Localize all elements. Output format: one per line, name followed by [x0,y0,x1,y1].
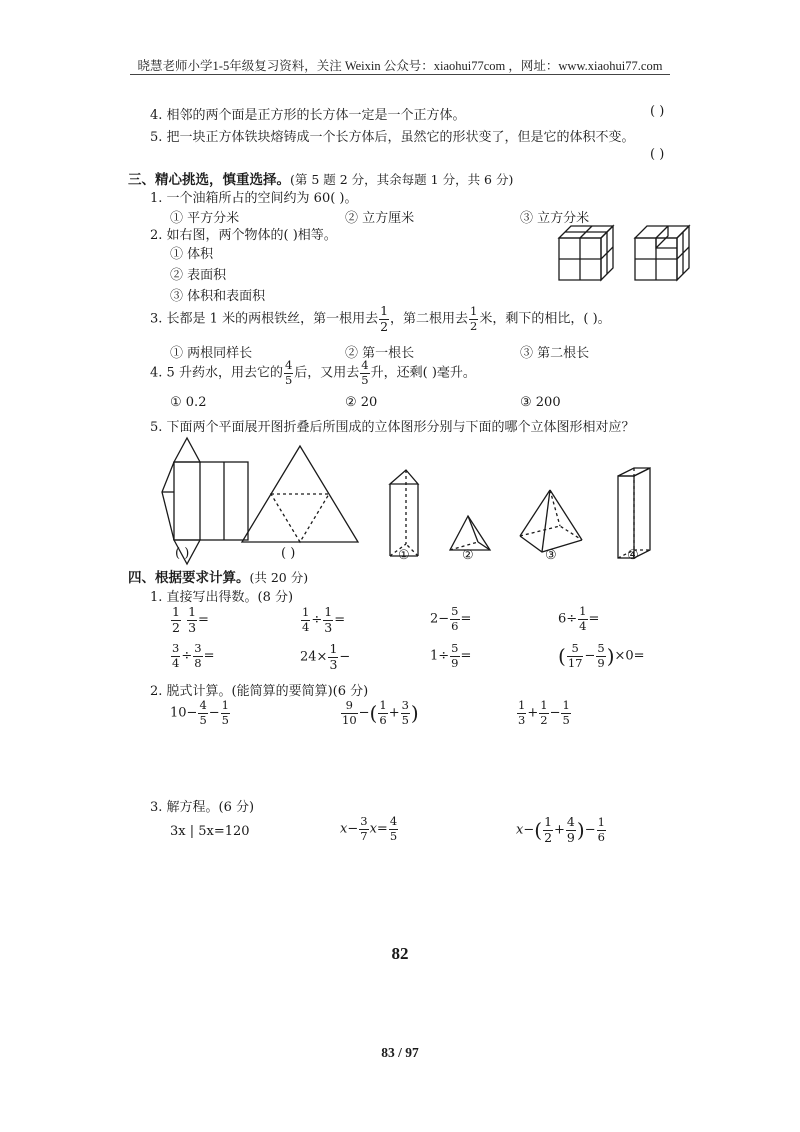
solid-2-small-tetrahedron [450,516,490,550]
s4-p1-expr-2: $\frac{1}{4}$ ÷ $\frac{1}{3}$ = [302,604,346,635]
section3-heading [128,168,513,188]
s3-q3-stem [150,305,611,333]
s3-q3-option-c[interactable]: ③ 第二根长 [520,346,590,361]
page-count: 83 / 97 [381,1045,419,1060]
solid-3-square-pyramid [520,490,582,552]
judge-q4-answer-blank[interactable]: ( ) [650,104,665,119]
s3-q3-option-a[interactable]: ① 两根同样长 [170,346,253,361]
solid-nets-figure [150,432,670,572]
s4-p2-title: 2. 脱式计算。(能简算的要简算)(6 分) [150,684,369,699]
s3-q1-option-a[interactable]: ① 平方分米 [170,211,240,226]
s3-q2-stem: 2. 如右图，两个物体的( )相等。 [150,228,337,243]
solid-label-2: ② [462,548,474,563]
s4-p2-expr-1: 10− $\frac{4}{5}$ − $\frac{1}{5}$ [170,698,229,727]
s3-q3-text-mid: ，第二根用去 [390,311,469,327]
solid-label-3: ③ [545,548,557,563]
page-header: 晓慧老师小学1-5年级复习资料，关注 Weixin 公众号：xiaohui77com ，网址：www.xiaohui77.com [137,59,663,73]
s4-p3-equation-1: 3x | 5x=120 [170,824,250,839]
cube-stack-missing-corner [635,226,689,280]
section3-note: (第 5 题 2 分，其余每题 1 分，共 6 分) [290,172,514,187]
judge-q5: 5. 把一块正方体铁块熔铸成一个长方体后，虽然它的形状变了，但是它的体积不变。 [150,130,635,145]
s4-p2-expr-3: $\frac{1}{3}$ + $\frac{1}{2}$ − $\frac{1}{5}$ [518,698,570,727]
s3-q3-fraction-1: $\frac{1}{2}$ [380,303,389,334]
s4-p2-expr-2: $\frac{9}{10}$ −( $\frac{1}{6}$ + $\frac{3}{5}$ ) [342,698,419,727]
judge-q5-answer-blank[interactable]: ( ) [650,147,665,162]
s3-q4-option-b[interactable]: ② 20 [345,395,378,410]
s3-q4-text-mid: 后，又用去 [294,365,360,381]
s3-q1-stem: 1. 一个油箱所占的空间约为 60( )。 [150,191,358,206]
s4-p3-equation-3: x−( $\frac{1}{2}$ + $\frac{4}{9}$ )− $\frac{1}{6}$ [516,814,605,845]
s4-p1-expr-8: ( $\frac{5}{17}$ − $\frac{5}{9}$ )×0= [558,641,645,670]
solid-1-triangular-prism [390,470,418,556]
s3-q4-fraction-2: $\frac{4}{5}$ [361,358,369,387]
s3-q4-option-c[interactable]: ③ 200 [520,395,561,410]
s4-p1-expr-7: 1÷ $\frac{5}{9}$ = [430,641,472,670]
s3-q3-option-b[interactable]: ② 第一根长 [345,346,415,361]
s3-q3-text-post: 米，剩下的相比，( )。 [479,311,611,327]
section4-title: 四、根据要求计算。 [128,570,250,586]
s3-q4-text-pre: 4. 5 升药水，用去它的 [150,365,283,381]
header-rule [130,74,670,75]
s3-q2-option-a[interactable]: ① 体积 [170,247,214,262]
s3-q5-stem: 5. 下面两个平面展开图折叠后所围成的立体图形分别与下面的哪个立体图形相对应？ [150,420,635,435]
s4-p1-title: 1. 直接写出得数。(8 分) [150,590,294,605]
s3-q4-option-a[interactable]: ① 0.2 [170,395,207,410]
s3-q5-answer-blank-2[interactable]: ( ) [281,546,296,561]
solid-label-1: ① [398,548,410,563]
s3-q1-option-b[interactable]: ② 立方厘米 [345,211,415,226]
tetrahedron-net [242,446,358,542]
full-cube-stack [559,226,613,280]
s3-q1-option-c[interactable]: ③ 立方分米 [520,211,590,226]
judge-q4: 4. 相邻的两个面是正方形的长方体一定是一个正方体。 [150,108,466,123]
s4-p3-equation-2: x− $\frac{3}{7}$ x= $\frac{4}{5}$ [340,814,398,843]
section3-title: 三、精心挑选，慎重选择。 [128,172,290,188]
s3-q3-fraction-2: $\frac{1}{2}$ [470,304,478,333]
s4-p1-expr-4: 6÷ $\frac{1}{4}$ = [558,604,600,633]
s4-p1-expr-1: $\frac{1}{2}$ $\frac{1}{3}$ = [172,604,209,635]
s3-q2-option-b[interactable]: ② 表面积 [170,268,227,283]
s3-q2-option-c[interactable]: ③ 体积和表面积 [170,289,266,304]
s3-q4-stem [150,360,476,386]
s4-p1-expr-6: 24× $\frac{1}{3}$ − [300,641,351,672]
section4-heading [128,566,308,586]
solid-4-square-prism [618,468,650,558]
section4-note: (共 20 分) [249,570,309,585]
solid-label-4: ④ [627,548,639,563]
s3-q4-fraction-1: $\frac{4}{5}$ [284,358,293,387]
s4-p1-expr-3: 2− $\frac{5}{6}$ = [430,604,472,633]
page-number: 82 [391,944,409,963]
s4-p3-title: 3. 解方程。(6 分) [150,800,255,815]
s3-q3-text-pre: 3. 长都是 1 米的两根铁丝，第一根用去 [150,311,379,327]
cube-stacks-figure [555,220,695,290]
s4-p1-expr-5: $\frac{3}{4}$ ÷ $\frac{3}{8}$ = [172,641,215,670]
s3-q4-text-post: 升，还剩( )毫升。 [370,365,476,381]
s3-q5-answer-blank-1[interactable]: ( ) [175,546,190,561]
